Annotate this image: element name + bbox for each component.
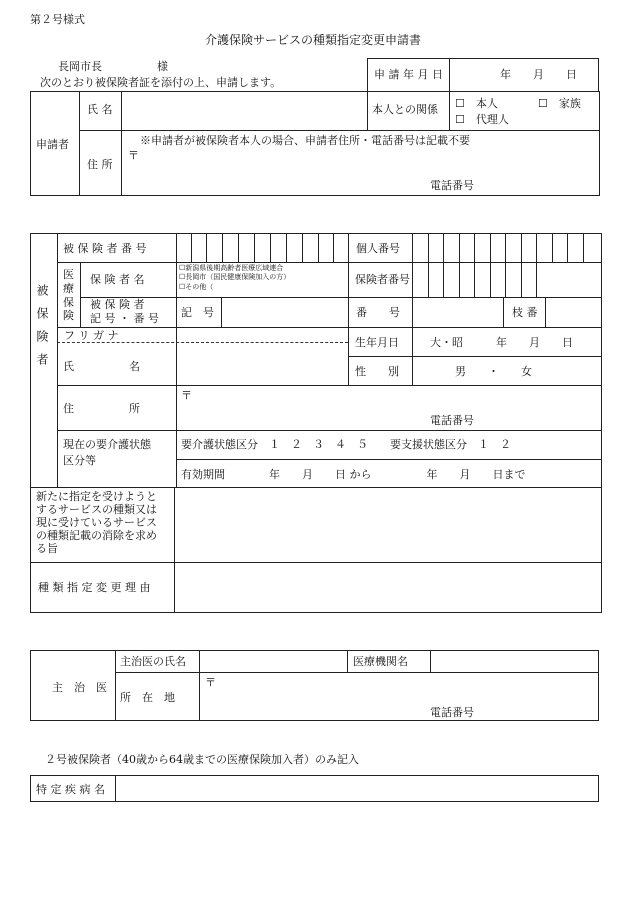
service-request-field[interactable] [176, 489, 600, 561]
form-title: 介護保険サービスの種類指定変更申請書 [205, 33, 422, 47]
insurer-option-nagaoka[interactable]: ☐長岡市（国民健康保険加入の方） [179, 273, 291, 281]
care-label-2: 区分等 [63, 454, 96, 467]
doctor-name-label: 主治医の氏名 [120, 655, 186, 668]
disease-label: 特 定 疾 病 名 [36, 783, 105, 796]
reason-field[interactable] [176, 564, 600, 611]
medical-insurance-label: 医療保険 [63, 268, 74, 323]
request-line-4: の種類記載の消除を求め [36, 529, 157, 542]
insurer-option-kouiki[interactable]: ☐新潟県後期高齢者医療広域連合 [179, 264, 284, 272]
valid-period-field[interactable]: 有効期間 年 月 日 から 年 月 日まで [181, 468, 526, 481]
insured-name-label: 氏 名 [63, 360, 140, 373]
doctor-section-label: 主 治 医 [52, 681, 107, 694]
insured-address-field[interactable] [194, 388, 594, 412]
location-field[interactable] [218, 675, 594, 701]
birth-label: 生年月日 [355, 336, 399, 349]
relation-self-checkbox[interactable]: ☐ 本人 [455, 97, 498, 110]
personal-no-field[interactable] [413, 234, 601, 261]
request-line-3: 現に受けているサービス [36, 516, 157, 529]
relation-agent-checkbox[interactable]: ☐ 代理人 [455, 113, 509, 126]
care-label-1: 現在の要介護状態 [63, 438, 151, 451]
number-field[interactable] [413, 298, 502, 326]
form-number: 第２号様式 [30, 13, 85, 26]
branch-label: 枝 番 [512, 306, 538, 319]
insured-no-label: 被 保 険 者 番 号 [63, 242, 147, 255]
sex-field[interactable]: 男 ・ 女 [455, 365, 532, 378]
applicant-address-label: 住 所 [87, 158, 113, 171]
insurer-no-label: 保険者番号 [355, 273, 410, 286]
sex-label: 性 別 [355, 365, 399, 378]
addressee: 長岡市長 様 [58, 60, 168, 73]
reason-label: 種 類 指 定 変 更 理 由 [38, 581, 151, 594]
applicant-address-note: ※申請者が被保険者本人の場合、申請者住所・電話番号は記載不要 [140, 134, 470, 147]
relation-label: 本人との関係 [372, 103, 438, 116]
branch-field[interactable] [546, 298, 601, 326]
symbol-label: 記 号 [181, 306, 214, 319]
applicant-address-field[interactable] [140, 150, 590, 176]
institution-field[interactable] [432, 652, 597, 671]
applicant-name-field[interactable] [125, 94, 363, 128]
doctor-phone-label: 電話番号 [430, 706, 474, 719]
number-label: 番 号 [356, 306, 400, 319]
request-line-5: る旨 [36, 542, 58, 555]
insured-phone-label: 電話番号 [430, 414, 474, 427]
birth-field[interactable]: 大・昭 年 月 日 [430, 336, 573, 349]
date-field[interactable]: 年 月 日 [500, 68, 577, 81]
request-line-2: するサービスの種類又は [36, 503, 157, 516]
insured-no-field[interactable] [177, 234, 347, 261]
symbol-no-label-1: 被 保 険 者 [90, 298, 145, 311]
footer-note: ２号被保険者（40歳から64歳までの医療保険加入者）のみ記入 [45, 753, 359, 766]
insurer-option-other[interactable]: ☐その他（ [179, 283, 214, 291]
symbol-no-label-2: 記 号 ・ 番 号 [90, 312, 159, 325]
date-label: 申 請 年 月 日 [374, 68, 443, 81]
insured-section-label: 被保険者 [35, 284, 49, 376]
location-label: 所 在 地 [120, 691, 175, 704]
applicant-section-label: 申請者 [36, 138, 69, 151]
applicant-name-label: 氏 名 [87, 103, 113, 116]
applicant-phone-label: 電話番号 [430, 179, 474, 192]
insured-address-label: 住 所 [63, 402, 140, 415]
relation-family-checkbox[interactable]: ☐ 家族 [538, 97, 581, 110]
disease-field[interactable] [117, 777, 597, 800]
doctor-postal-mark: 〒 [205, 676, 216, 689]
request-line-1: 新たに指定を受けようと [36, 490, 157, 503]
intro-text: 次のとおり被保険者証を添付の上、申請します。 [40, 76, 282, 89]
personal-no-label: 個人番号 [356, 242, 400, 255]
insurer-no-field[interactable] [413, 263, 535, 296]
symbol-field[interactable] [222, 298, 347, 326]
doctor-name-field[interactable] [201, 652, 345, 671]
insured-postal-mark: 〒 [181, 389, 192, 402]
insured-name-field[interactable] [177, 344, 347, 384]
care-levels-field[interactable]: 要介護状態区分 １ ２ ３ ４ ５ 要支援状態区分 １ ２ [181, 438, 511, 451]
furigana-field[interactable] [177, 328, 347, 341]
institution-label: 医療機関名 [353, 655, 408, 668]
furigana-label: フ リ ガ ナ [64, 329, 119, 342]
applicant-postal-mark: 〒 [128, 149, 139, 162]
insurer-name-label: 保 険 者 名 [90, 273, 145, 286]
